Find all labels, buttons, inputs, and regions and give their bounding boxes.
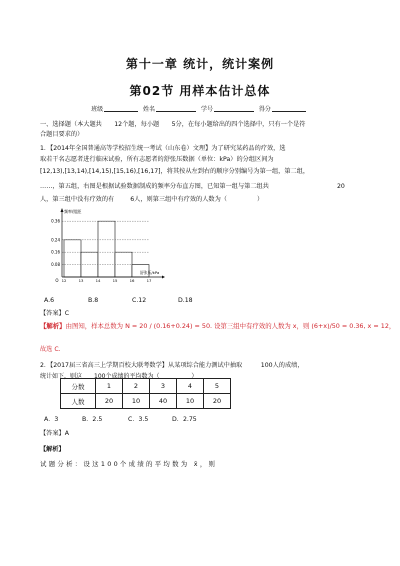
x-axis-arrow-icon <box>162 276 165 279</box>
q2-answer: 【答案】A <box>40 430 69 437</box>
number-field-blank[interactable] <box>214 111 254 112</box>
table-cell: 40 <box>150 394 177 409</box>
q1-choice-d[interactable]: D.18 <box>178 297 193 304</box>
frequency-histogram <box>40 205 170 285</box>
table-header-cell: 2 <box>123 379 150 394</box>
chapter-title: 第十一章 统计，统计案例 <box>125 57 275 71</box>
q1-analysis-tag: 【解析】 <box>40 322 66 330</box>
x-tick-label: 16 <box>129 278 135 283</box>
score-field-label: 得分 <box>258 106 271 113</box>
x-tick-label: 14 <box>95 278 101 283</box>
score-field-blank[interactable] <box>272 111 306 112</box>
q1-line-4 <box>40 182 370 191</box>
x-tick-label: 12 <box>61 278 67 283</box>
name-field-label: 姓名 <box>143 106 156 113</box>
table-cell: 10 <box>177 394 204 409</box>
y-tick-label: 0.16 <box>51 249 60 255</box>
q1-line-5-text-a: 人，第三组中没有疗效的有 <box>40 196 115 203</box>
number-field-label: 学号 <box>200 106 213 113</box>
table-cell: 10 <box>123 394 150 409</box>
q1-analysis <box>40 322 396 331</box>
origin-label: O <box>55 278 59 283</box>
q2-line-2-paren: ） <box>191 373 198 380</box>
table-header-cell: 3 <box>150 379 177 394</box>
q1-answer: 【答案】C <box>40 310 70 317</box>
table-cell: 20 <box>96 394 123 409</box>
x-tick-label: 13 <box>78 278 84 283</box>
student-info-line <box>0 104 400 113</box>
q1-line-4-text: ……，第五组，右图是根据试验数据制成的频率分布直方图，已知第一组与第二组共 <box>40 183 269 190</box>
q2-choice-d[interactable]: D．2.75 <box>172 416 197 423</box>
q1-line-4-number: 20 <box>337 183 345 190</box>
score-table <box>60 378 231 409</box>
q2-analysis-text: 试题分析：设这100个成绩的平均数为 x̄，则 <box>40 460 218 468</box>
q2-line-1: 2．【2017届三省高三上学期百校大联考数学】从某项综合能力测试中抽取 100人的成绩， <box>40 362 304 369</box>
intro-line-1: 一、选择题（本大题共 12个题，每小题 5分，在每小题给出的四个选择中，只有一个是符 <box>40 121 306 128</box>
q2-choice-b[interactable]: B．2.5 <box>82 416 103 423</box>
q1-analysis-end: 故选 C. <box>40 346 61 353</box>
q1-choice-b[interactable]: B.8 <box>88 297 99 304</box>
intro-line-2: 合题目要求的） <box>40 131 84 138</box>
q1-line-1: 1．【2014年全国普通高等学校招生统一考试（山东卷）文理】为了研究某药品的疗效，选 <box>40 145 286 152</box>
y-axis-label: 频率/组距 <box>64 209 82 214</box>
q2-line-2-text: 统计如下，则这 100个成绩的平均数为（ <box>40 373 160 380</box>
table-header-cell: 4 <box>177 379 204 394</box>
table-header-cell: 分数 <box>61 379 96 394</box>
q1-line-5-paren: ） <box>256 196 264 203</box>
q2-analysis-tag: 【解析】 <box>40 446 65 453</box>
class-field-blank[interactable] <box>104 111 138 112</box>
name-field-blank[interactable] <box>156 111 196 112</box>
q2-choice-c[interactable]: C．3.5 <box>128 416 149 423</box>
table-row <box>61 394 231 409</box>
table-header-cell: 1 <box>96 379 123 394</box>
y-tick-label: 0.36 <box>51 218 60 224</box>
q1-line-2: 取若干名志愿者进行临床试验，所有志愿者的舒张压数据（单位：kPa）的分组区间为 <box>40 156 274 163</box>
q1-analysis-text: 由图知，样本总数为 N = 20 / (0.16+0.24) = 50. 设第三组中有疗效的人数为 x，则 (6+x)/50 = 0.36, x = 12， <box>65 322 396 330</box>
q1-line-5-text-b: 6人，则第三组中有疗效的人数为（ <box>130 196 227 203</box>
x-axis-label: 舒张压/kPa <box>140 270 160 275</box>
section-title: 第02节 用样本估计总体 <box>129 84 271 98</box>
class-field-label: 班级 <box>91 106 104 113</box>
table-header-cell: 5 <box>204 379 231 394</box>
table-cell: 人数 <box>61 394 96 409</box>
q1-line-5 <box>40 195 370 204</box>
y-tick-label: 0.08 <box>51 262 60 268</box>
y-tick-label: 0.24 <box>51 237 60 243</box>
table-cell: 20 <box>204 394 231 409</box>
x-tick-label: 17 <box>146 278 152 283</box>
q1-choice-c[interactable]: C.12 <box>132 297 147 304</box>
histogram-bar <box>98 221 115 277</box>
q1-choice-a[interactable]: A.6 <box>44 297 55 304</box>
q1-line-3: [12,13),[13,14),[14,15),[15,16),[16,17]，将其按从左到右的顺序分别编号为第一组，第二组， <box>40 168 310 175</box>
table-row <box>61 379 231 394</box>
histogram-bar <box>64 240 81 277</box>
x-tick-label: 15 <box>112 278 118 283</box>
q2-choice-a[interactable]: A．3 <box>44 416 59 423</box>
